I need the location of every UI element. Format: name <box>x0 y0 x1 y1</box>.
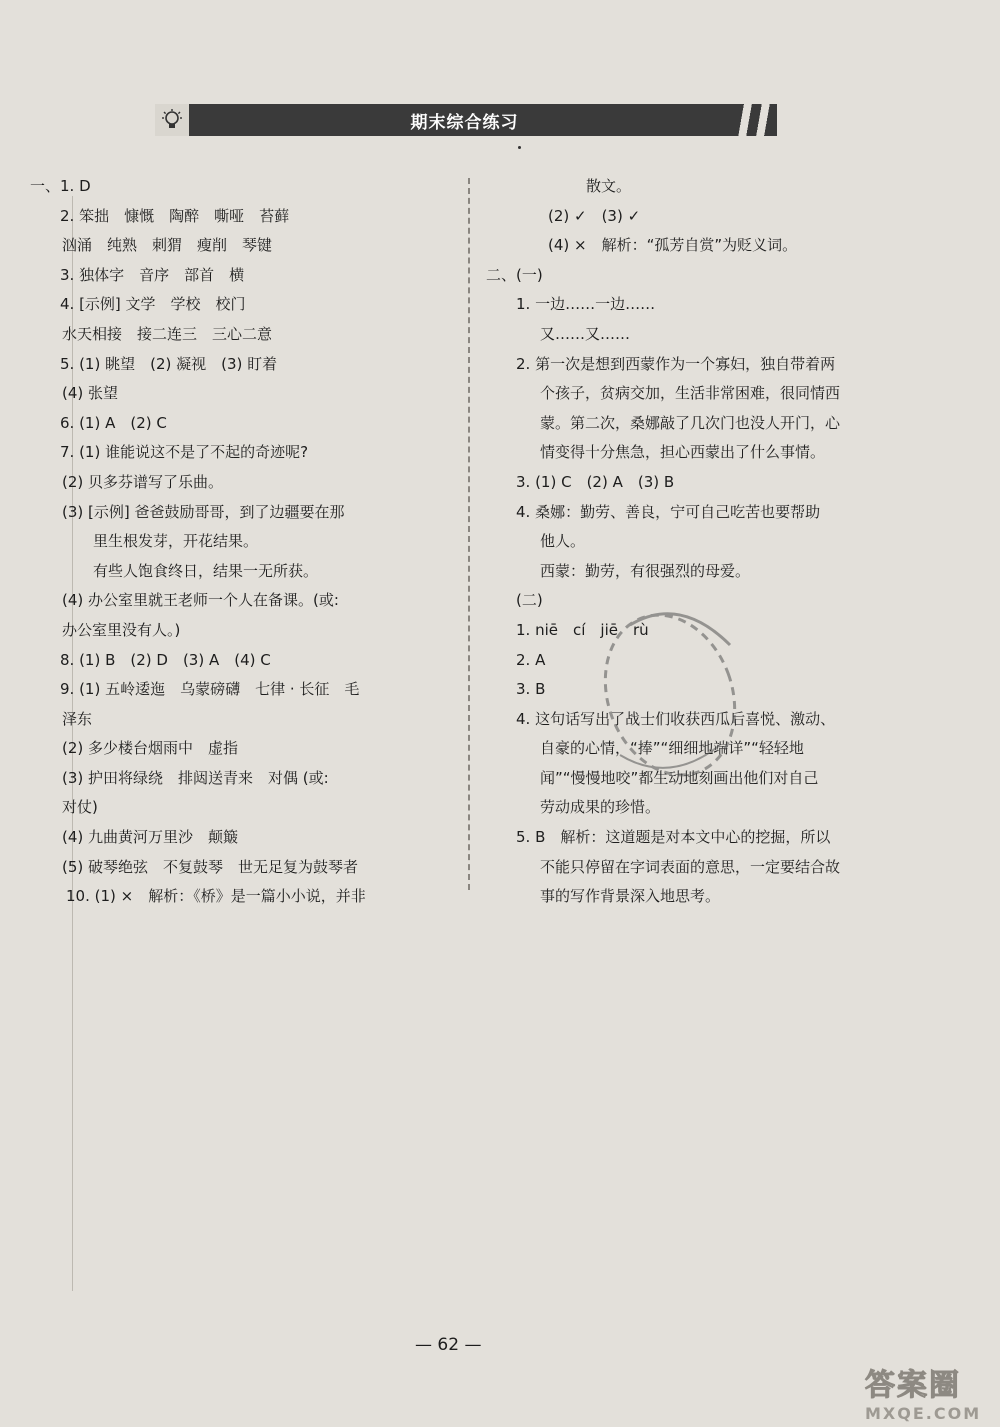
answer-line: (2) 贝多芬谱写了乐曲。 <box>62 472 224 491</box>
answer-line: 8. (1) B (2) D (3) A (4) C <box>60 650 271 669</box>
answer-line: 3. (1) C (2) A (3) B <box>516 472 675 491</box>
answer-line: 4. [示例] 文学 学校 校门 <box>60 295 246 314</box>
answer-line: 2. A <box>516 650 546 669</box>
decorative-dot <box>518 146 521 149</box>
answer-line: 西蒙：勤劳，有很强烈的母爱。 <box>540 561 751 580</box>
answer-line: (2) ✓ (3) ✓ <box>548 206 641 225</box>
answer-line: 蒙。第二次，桑娜敲了几次门也没人开门，心 <box>540 413 841 432</box>
answer-line: (5) 破琴绝弦 不复鼓琴 世无足复为鼓琴者 <box>62 857 359 876</box>
answer-line: 散文。 <box>586 177 632 195</box>
answer-line: (2) 多少楼台烟雨中 虚指 <box>62 739 239 758</box>
answer-line: (4) 办公室里就王老师一个人在备课。(或: <box>62 591 339 610</box>
answer-line: 一、1. D <box>30 177 91 195</box>
answer-line: 他人。 <box>540 532 586 551</box>
answer-line: (3) [示例] 爸爸鼓励哥哥，到了边疆要在那 <box>62 502 345 521</box>
answer-line: 1. 一边……一边…… <box>516 295 656 314</box>
watermark-stamp <box>590 585 760 795</box>
answer-line: 闻”“慢慢地咬”都生动地刻画出他们对自己 <box>540 768 819 787</box>
answer-line: 办公室里没有人。) <box>62 620 181 639</box>
answer-line: 4. 桑娜：勤劳、善良，宁可自己吃苦也要帮助 <box>516 502 821 521</box>
answer-line: 水天相接 接二连三 三心二意 <box>62 324 273 343</box>
answer-line: 自豪的心情，“捧”“细细地端详”“轻轻地 <box>540 739 804 758</box>
left-answer-column <box>30 172 460 912</box>
answer-line: 7. (1) 谁能说这不是了不起的奇迹呢? <box>60 443 309 462</box>
column-divider <box>468 178 470 890</box>
page-number: — 62 — <box>415 1335 482 1355</box>
answer-line: (二) <box>516 591 543 610</box>
watermark-logo-text: 答案圈 <box>865 1368 961 1403</box>
answer-line: 汹涌 纯熟 刺猬 瘦削 琴键 <box>62 236 273 255</box>
answer-line: 3. B <box>516 680 546 699</box>
lightbulb-icon <box>155 104 192 136</box>
answer-line: 有些人饱食终日，结果一无所获。 <box>93 561 319 580</box>
answer-line: 情变得十分焦急，担心西蒙出了什么事情。 <box>540 443 826 462</box>
answer-line: 5. B 解析：这道题是对本文中心的挖掘，所以 <box>516 828 831 847</box>
answer-line: 1. niē cí jiē rù <box>516 620 649 639</box>
right-answer-column <box>486 172 896 912</box>
answer-line: 2. 第一次是想到西蒙作为一个寡妇，独自带着两 <box>516 354 836 373</box>
answer-line: 对仗) <box>62 798 98 817</box>
answer-line: (4) 张望 <box>62 384 119 403</box>
answer-line: 劳动成果的珍惜。 <box>540 798 661 817</box>
watermark-logo <box>865 1360 985 1423</box>
answer-line: 个孩子，贫病交加，生活非常困难，很同情西 <box>540 384 841 403</box>
answer-line: 3. 独体字 音序 部首 横 <box>60 265 245 284</box>
answer-line: 5. (1) 眺望 (2) 凝视 (3) 盯着 <box>60 354 278 373</box>
banner-slash-decoration <box>733 104 777 136</box>
answer-line: 里生根发芽，开花结果。 <box>93 532 259 551</box>
answer-line: 泽东 <box>62 709 93 728</box>
answer-line: (4) 九曲黄河万里沙 颠簸 <box>62 828 239 847</box>
answer-line: 二、(一) <box>486 265 543 284</box>
answer-line: 9. (1) 五岭逶迤 乌蒙磅礴 七律 · 长征 毛 <box>60 680 360 699</box>
answer-line: 事的写作背景深入地思考。 <box>540 887 721 906</box>
answer-line: 6. (1) A (2) C <box>60 413 167 432</box>
page-title: 期末综合练习 <box>410 112 519 133</box>
section-banner <box>155 104 777 136</box>
answer-line: 不能只停留在字词表面的意思，一定要结合故 <box>540 857 841 876</box>
answer-line: 10. (1) × 解析：《桥》是一篇小小说，并非 <box>66 887 366 906</box>
answer-line: (3) 护田将绿绕 排闼送青来 对偶 (或: <box>62 768 329 787</box>
answer-line: 2. 笨拙 慷慨 陶醉 嘶哑 苔藓 <box>60 206 290 225</box>
answer-line: (4) × 解析：“孤芳自赏”为贬义词。 <box>548 236 798 255</box>
watermark-logo-url: MXQE.COM <box>865 1404 982 1423</box>
answer-line: 又……又…… <box>540 324 631 343</box>
answer-line: 4. 这句话写出了战士们收获西瓜后喜悦、激动、 <box>516 709 836 728</box>
